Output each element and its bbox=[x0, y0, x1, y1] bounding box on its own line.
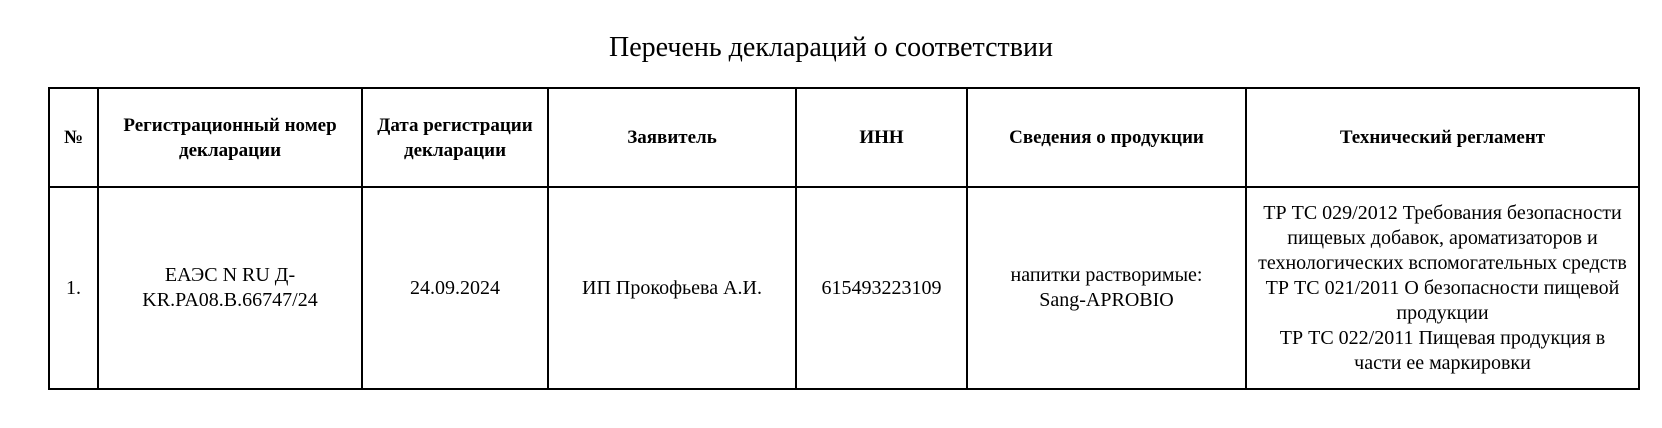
cell-number: 1. bbox=[49, 187, 98, 389]
cell-inn: 615493223109 bbox=[796, 187, 967, 389]
page-title: Перечень деклараций о соответствии bbox=[609, 32, 1053, 63]
regulation-item: ТР ТС 029/2012 Требования безопасности пищевых добавок, ароматизаторов и технологических вспомогательных средств bbox=[1258, 201, 1627, 274]
cell-reg-number: ЕАЭС N RU Д-KR.PA08.B.66747/24 bbox=[98, 187, 362, 389]
regulation-item: ТР ТС 022/2011 Пищевая продукция в части ее маркировки bbox=[1279, 326, 1606, 374]
col-header-applicant: Заявитель bbox=[548, 88, 796, 187]
product-name: напитки растворимые: bbox=[1010, 264, 1203, 286]
declarations-table bbox=[48, 87, 1640, 390]
table-header-row bbox=[49, 88, 1639, 187]
table-row bbox=[49, 187, 1639, 389]
cell-applicant: ИП Прокофьева А.И. bbox=[548, 187, 796, 389]
col-header-inn: ИНН bbox=[796, 88, 967, 187]
col-header-number: № bbox=[49, 88, 98, 187]
col-header-regulation: Технический регламент bbox=[1246, 88, 1639, 187]
cell-regulation bbox=[1246, 187, 1639, 389]
cell-date: 24.09.2024 bbox=[362, 187, 548, 389]
product-brand: Sang-APROBIO bbox=[1039, 289, 1174, 311]
col-header-reg-number: Регистрационный номер декларации bbox=[98, 88, 362, 187]
col-header-product: Сведения о продукции bbox=[967, 88, 1246, 187]
cell-product bbox=[967, 187, 1246, 389]
regulation-item: ТР ТС 021/2011 О безопасности пищевой продукции bbox=[1265, 276, 1620, 324]
col-header-date: Дата регистрации декларации bbox=[362, 88, 548, 187]
